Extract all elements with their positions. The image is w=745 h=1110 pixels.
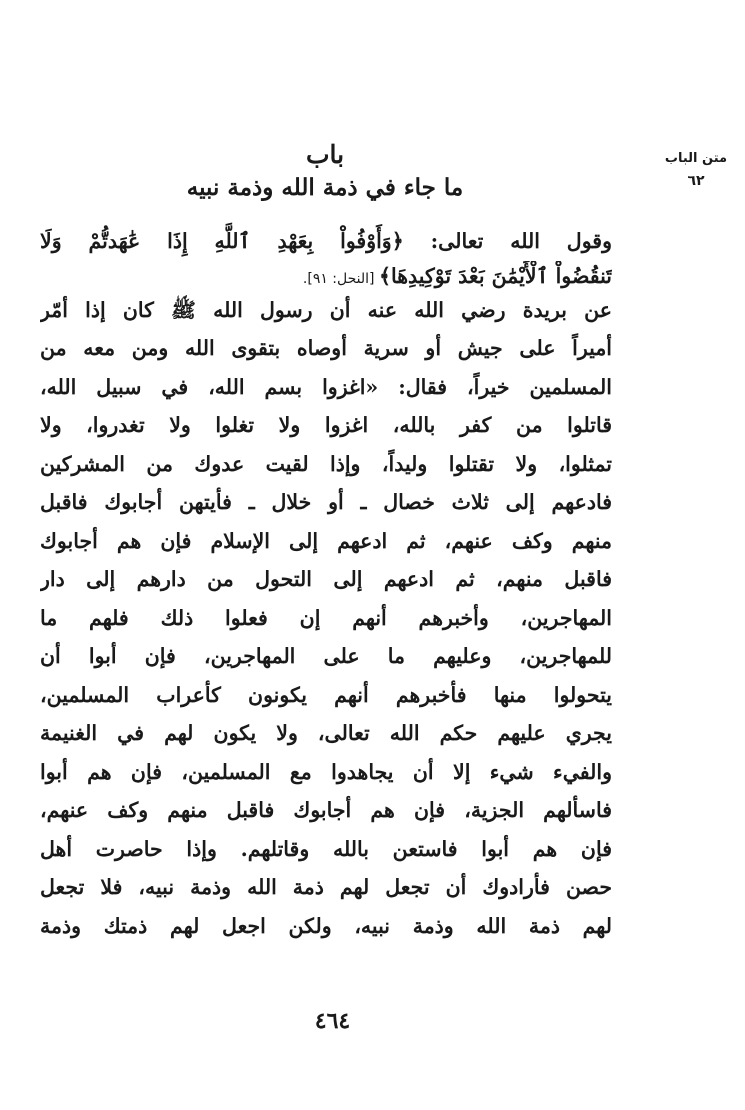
hadith-line: عن بريدة رضي الله عنه أن رسول الله ﷺ كان إذا أمّر bbox=[40, 297, 612, 322]
body-text bbox=[40, 222, 612, 945]
hadith-line: فاقبل منهم، ثم ادعهم إلى التحول من دارهم إلى دار bbox=[40, 567, 612, 591]
quran-verse-part-2: تَنقُضُواْ ٱلْأَيْمَٰنَ بَعْدَ تَوْكِيدِهَا﴾ bbox=[378, 263, 612, 288]
hadith-line: فإن هم أبوا فاستعن بالله وقاتلهم. وإذا حاصرت أهل bbox=[40, 836, 612, 861]
hadith-line: المسلمين خيراً، فقال: «اغزوا بسم الله، في سبيل الله، bbox=[40, 374, 612, 399]
hadith-line: المهاجرين، وأخبرهم أنهم إن فعلوا ذلك فلهم ما bbox=[40, 605, 612, 630]
verse-line-2 bbox=[40, 261, 612, 291]
hadith-line: للمهاجرين، وعليهم ما على المهاجرين، فإن أبوا أن bbox=[40, 644, 612, 668]
hadith-line: قاتلوا من كفر بالله، اغزوا ولا تغلوا ولا تغدروا، ولا bbox=[40, 413, 612, 437]
hadith-line: تمثلوا، ولا تقتلوا وليداً، وإذا لقيت عدوك من المشركين bbox=[40, 451, 612, 476]
hadith-line: فاسألهم الجزية، فإن هم أجابوك فاقبل منهم وكف عنهم، bbox=[40, 798, 612, 822]
chapter-title: ما جاء في ذمة الله وذمة نبيه bbox=[186, 174, 464, 201]
hadith-line: فادعهم إلى ثلاث خصال ـ أو خلال ـ فأيتهن أجابوك فاقبل bbox=[40, 490, 612, 514]
verse-intro: وقول الله تعالى: bbox=[403, 229, 612, 253]
quran-verse-part-1: ﴿وَأَوْفُواْ بِعَهْدِ ٱللَّهِ إِذَا عَٰهَدتُّمْ وَلَا bbox=[40, 229, 404, 253]
margin-note-number: ٦٢ bbox=[687, 173, 705, 189]
margin-note-label: متن الباب bbox=[664, 151, 728, 166]
verse-reference: [النحل: ٩١]. bbox=[302, 270, 379, 287]
chapter-keyword: باب bbox=[305, 140, 345, 169]
hadith-line: منهم وكف عنهم، ثم ادعهم إلى الإسلام فإن هم أجابوك bbox=[40, 528, 612, 553]
hadith-line: لهم ذمة الله وذمة نبيه، ولكن اجعل لهم ذمتك وذمة bbox=[40, 913, 612, 938]
page-number: ٤٦٤ bbox=[314, 1008, 351, 1034]
margin-note bbox=[661, 148, 731, 192]
hadith-line: يجري عليهم حكم الله تعالى، ولا يكون لهم في الغنيمة bbox=[40, 721, 612, 745]
hadith-line: حصن فأرادوك أن تجعل لهم ذمة الله وذمة نبيه، فلا تجعل bbox=[40, 875, 612, 899]
hadith-line: والفيء شيء إلا أن يجاهدوا مع المسلمين، فإن هم أبوا bbox=[40, 759, 612, 784]
hadith-line: أميراً على جيش أو سرية أوصاه بتقوى الله ومن معه من bbox=[40, 336, 612, 360]
verse-line-1 bbox=[40, 222, 612, 261]
hadith-line: يتحولوا منها فأخبرهم أنهم يكونون كأعراب المسلمين، bbox=[40, 682, 612, 707]
